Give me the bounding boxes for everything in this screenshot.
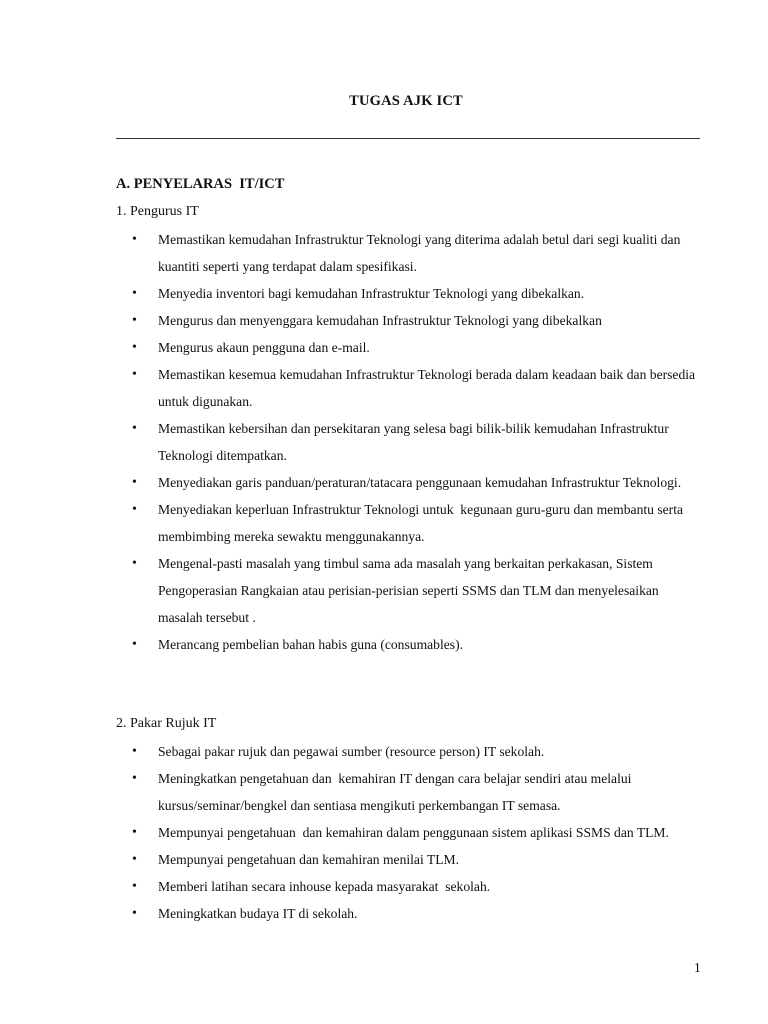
list-item-text: Memberi latihan secara inhouse kepada masyarakat sekolah.: [158, 879, 491, 894]
list-item: [116, 819, 706, 846]
list-item: [116, 280, 706, 307]
list-item-text: Sebagai pakar rujuk dan pegawai sumber (resource person) IT sekolah.: [158, 744, 545, 759]
list-item-text: Menyediakan keperluan Infrastruktur Teknologi untuk kegunaan guru-guru dan membantu serta membimbing mereka sewaktu menggunakannya.: [158, 502, 687, 544]
list-item: [116, 361, 706, 415]
list-item-text: Memastikan kesemua kemudahan Infrastruktur Teknologi berada dalam keadaan baik dan bersedia untuk digunakan.: [158, 367, 699, 409]
bullet-icon: •: [132, 367, 137, 382]
bullet-icon: •: [132, 771, 137, 786]
list-item-text: Mengurus dan menyenggara kemudahan Infrastruktur Teknologi yang dibekalkan: [158, 313, 602, 328]
list-item-text: Mengenal-pasti masalah yang timbul sama ada masalah yang berkaitan perkakasan, Sistem Pengoperasian Rangkaian atau perisian-perisian seperti SSMS dan TLM dan menyelesaikan masalah tersebut .: [158, 556, 663, 625]
horizontal-rule: [116, 138, 700, 139]
pengurus-it-list: [116, 226, 706, 658]
bullet-icon: •: [132, 852, 137, 867]
subsection-heading-pakar-rujuk-it: 2. Pakar Rujuk IT: [116, 716, 217, 731]
section-heading-penyelaras: A. PENYELARAS IT/ICT: [116, 176, 285, 192]
list-item: [116, 846, 706, 873]
list-item-text: Meningkatkan pengetahuan dan kemahiran IT dengan cara belajar sendiri atau melalui kursus/seminar/bengkel dan sentiasa mengikuti perkembangan IT semasa.: [158, 771, 635, 813]
bullet-icon: •: [132, 421, 137, 436]
list-item-text: Menyedia inventori bagi kemudahan Infrastruktur Teknologi yang dibekalkan.: [158, 286, 585, 301]
list-item: [116, 631, 706, 658]
list-item-text: Memastikan kemudahan Infrastruktur Teknologi yang diterima adalah betul dari segi kualiti dan kuantiti seperti yang terdapat dalam spesifikasi.: [158, 232, 684, 274]
pakar-rujuk-it-list: [116, 738, 706, 927]
bullet-icon: •: [132, 286, 137, 301]
bullet-icon: •: [132, 744, 137, 759]
list-item: [116, 738, 706, 765]
list-item: [116, 496, 706, 550]
bullet-icon: •: [132, 313, 137, 328]
bullet-icon: •: [132, 637, 137, 652]
bullet-icon: •: [132, 825, 137, 840]
list-item-text: Mengurus akaun pengguna dan e-mail.: [158, 340, 370, 355]
list-item: [116, 873, 706, 900]
document-title: TUGAS AJK ICT: [349, 93, 463, 109]
list-item-text: Menyediakan garis panduan/peraturan/tatacara penggunaan kemudahan Infrastruktur Teknologi.: [158, 475, 682, 490]
list-item-text: Merancang pembelian bahan habis guna (consumables).: [158, 637, 463, 652]
bullet-icon: •: [132, 475, 137, 490]
list-item: [116, 307, 706, 334]
bullet-icon: •: [132, 232, 137, 247]
bullet-icon: •: [132, 906, 137, 921]
list-item-text: Mempunyai pengetahuan dan kemahiran menilai TLM.: [158, 852, 459, 867]
list-item: [116, 765, 706, 819]
list-item: [116, 334, 706, 361]
bullet-icon: •: [132, 879, 137, 894]
list-item-text: Memastikan kebersihan dan persekitaran yang selesa bagi bilik-bilik kemudahan Infrastruktur Teknologi ditempatkan.: [158, 421, 672, 463]
list-item: [116, 415, 706, 469]
list-item: [116, 900, 706, 927]
list-item: [116, 469, 706, 496]
list-item-text: Meningkatkan budaya IT di sekolah.: [158, 906, 358, 921]
bullet-icon: •: [132, 556, 137, 571]
list-item-text: Mempunyai pengetahuan dan kemahiran dalam penggunaan sistem aplikasi SSMS dan TLM.: [158, 825, 669, 840]
list-item: [116, 226, 706, 280]
page-number: 1: [694, 960, 701, 975]
bullet-icon: •: [132, 340, 137, 355]
bullet-icon: •: [132, 502, 137, 517]
list-item: [116, 550, 706, 631]
subsection-heading-pengurus-it: 1. Pengurus IT: [116, 204, 199, 219]
